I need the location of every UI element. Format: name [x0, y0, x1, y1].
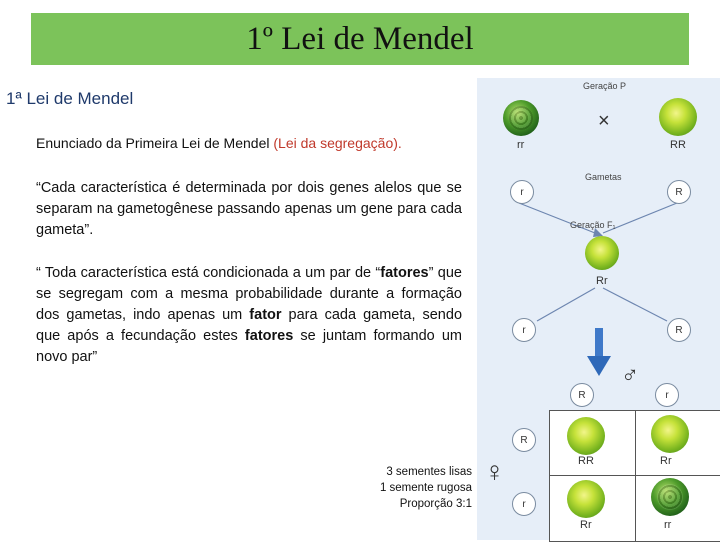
paragraph-genes: “Cada característica é determinada por dois genes alelos que se separam na gametogênese passando apenas um gene para cada gameta”.: [36, 180, 462, 238]
title-banner: [31, 13, 689, 65]
f1-Rr-label: Rr: [596, 275, 608, 287]
paragraph-factors: [36, 263, 462, 368]
cell-Rr-pea-icon: [651, 415, 689, 453]
f1-gamete-r: r: [512, 318, 536, 342]
p2-bold-fator: fator: [249, 307, 282, 323]
result-summary: [380, 464, 472, 512]
female-gamete-R: R: [512, 428, 536, 452]
page-title: 1º Lei de Mendel: [246, 20, 474, 57]
parent-rr-label: rr: [517, 139, 525, 151]
cell-Rr2-pea-icon: [567, 480, 605, 518]
cell-RR-label: RR: [578, 455, 594, 467]
cell-rr-label: rr: [664, 519, 672, 531]
cell-Rr-label: Rr: [660, 455, 672, 467]
f1-gamete-R: R: [667, 318, 691, 342]
wrinkled-pea-icon: [503, 100, 539, 136]
p2-text-1: “ Toda característica está condicionada a um par de “: [36, 265, 381, 281]
p2-bold-fatores-2: fatores: [244, 328, 294, 344]
result-wrinkled: 1 semente rugosa: [379, 482, 472, 494]
cell-Rr2-label: Rr: [580, 519, 592, 531]
p2-bold-fatores: fatores: [380, 265, 429, 281]
smooth-pea-icon: [659, 98, 697, 136]
f1-pea-icon: [585, 236, 619, 270]
cross-symbol: ×: [598, 110, 610, 132]
parent-RR-label: RR: [670, 139, 686, 151]
generation-p-label: Geração P: [583, 81, 627, 91]
gametes-label: Gametas: [585, 172, 622, 182]
cell-RR-pea-icon: [567, 417, 605, 455]
generation-f1-label: Geração F₁: [570, 220, 616, 230]
male-symbol-icon: ♂: [621, 362, 639, 389]
slide-subtitle: 1ª Lei de Mendel: [6, 89, 134, 108]
cell-rr-pea-icon: [651, 478, 689, 516]
statement-highlight: (Lei da segregação).: [273, 135, 402, 151]
female-gamete-r: r: [512, 492, 536, 516]
p2-text-2: ” que se segregam com a mesma probabilidade durante a formação dos gametas, indo apenas um: [36, 265, 462, 323]
gamete-R: R: [667, 180, 691, 204]
statement-text: Enunciado da Primeira Lei de Mendel: [36, 135, 274, 151]
male-gamete-R: R: [570, 383, 594, 407]
law-statement: [36, 135, 402, 151]
gamete-r: r: [510, 180, 534, 204]
result-ratio: Proporção 3:1: [399, 498, 472, 510]
result-smooth: 3 sementes lisas: [386, 466, 472, 478]
p2-text-3: para cada gameta, sendo que após a fecundação estes: [36, 307, 463, 344]
male-gamete-r: r: [655, 383, 679, 407]
p2-text-4: se juntam formando um novo par”: [36, 328, 462, 365]
female-symbol-icon: ♀: [484, 456, 505, 487]
